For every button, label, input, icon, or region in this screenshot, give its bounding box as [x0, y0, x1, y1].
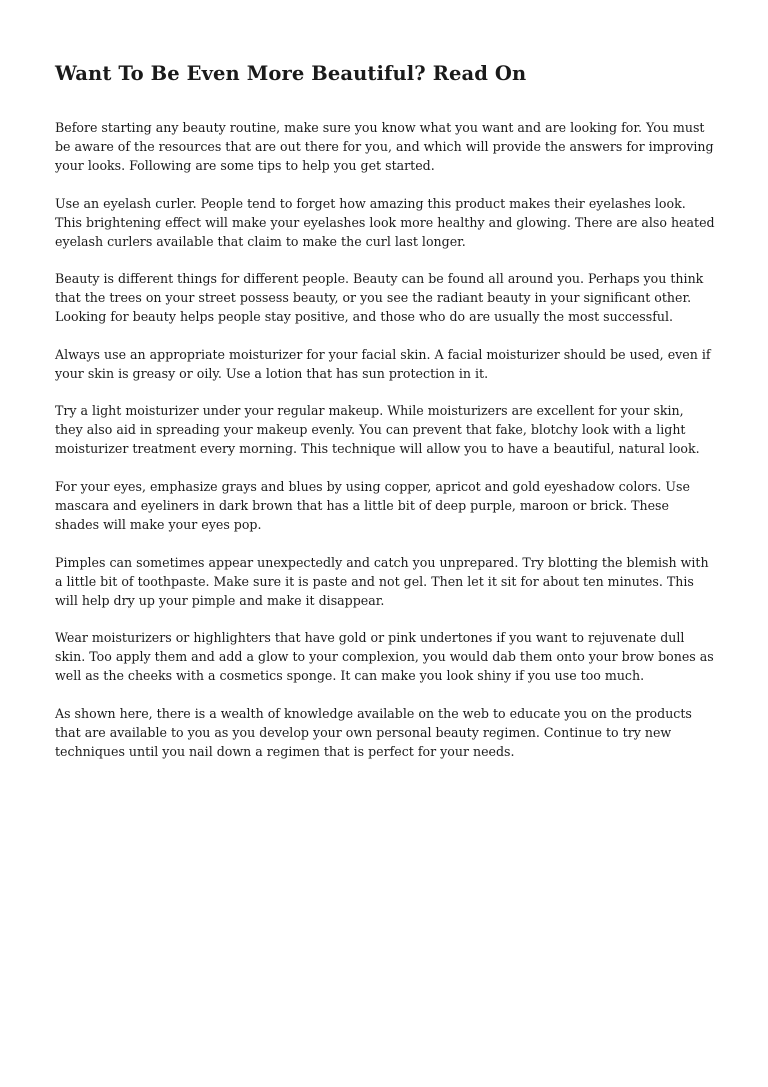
paragraph-moisturizer: Always use an appropriate moisturizer for your facial skin. A facial moisturizer should be used, even if your skin is greasy or oily. Use a lotion that has sun protection in it.: [55, 346, 711, 381]
document-page: [55, 58, 715, 779]
paragraph-intro: Before starting any beauty routine, make sure you know what you want and are looking for. You must be aware of the resources that are out there for you, and which will provide the answers for improving your looks. Following are some tips to help you get started.: [55, 120, 714, 173]
paragraph-beauty-definition: Beauty is different things for different people. Beauty can be found all around you. Perhaps you think that the trees on your street possess beauty, or you see the radiant beauty in your significant other. Looking for beauty helps people stay positive, and those who do are usually the most successful.: [55, 271, 704, 325]
paragraph-highlighters: Wear moisturizers or highlighters that have gold or pink undertones if you want to rejuvenate dull skin. Too apply them and add a glow to your complexion, you would dab them onto your brow bones as well as the cheeks with a cosmetics sponge. It can make you look shiny if you use too much.: [55, 630, 714, 684]
paragraph-pimples: Pimples can sometimes appear unexpectedly and catch you unprepared. Try blotting the blemish with a little bit of toothpaste. Make sure it is paste and not gel. Then let it sit for about ten minutes. This will help dry up your pimple and make it disappear.: [55, 554, 709, 608]
paragraph-light-moisturizer: Try a light moisturizer under your regular makeup. While moisturizers are excellent for your skin, they also aid in spreading your makeup evenly. You can prevent that fake, blotchy look with a light moisturizer treatment every morning. This technique will allow you to have a beautiful, natural look.: [55, 403, 700, 457]
paragraph-eyeshadow: For your eyes, emphasize grays and blues by using copper, apricot and gold eyeshadow colors. Use mascara and eyeliners in dark brown that has a little bit of deep purple, maroon or brick. These shades will make your eyes pop.: [55, 478, 690, 532]
document-title: Want To Be Even More Beautiful? Read On: [55, 62, 527, 85]
paragraph-eyelash-curler: Use an eyelash curler. People tend to forget how amazing this product makes their eyelashes look. This brightening effect will make your eyelashes look more healthy and glowing. There are also heated eyelash curlers available that claim to make the curl last longer.: [55, 195, 715, 249]
paragraph-conclusion: As shown here, there is a wealth of knowledge available on the web to educate you on the products that are available to you as you develop your own personal beauty regimen. Continue to try new techniques until you nail down a regimen that is perfect for your needs.: [55, 705, 692, 759]
